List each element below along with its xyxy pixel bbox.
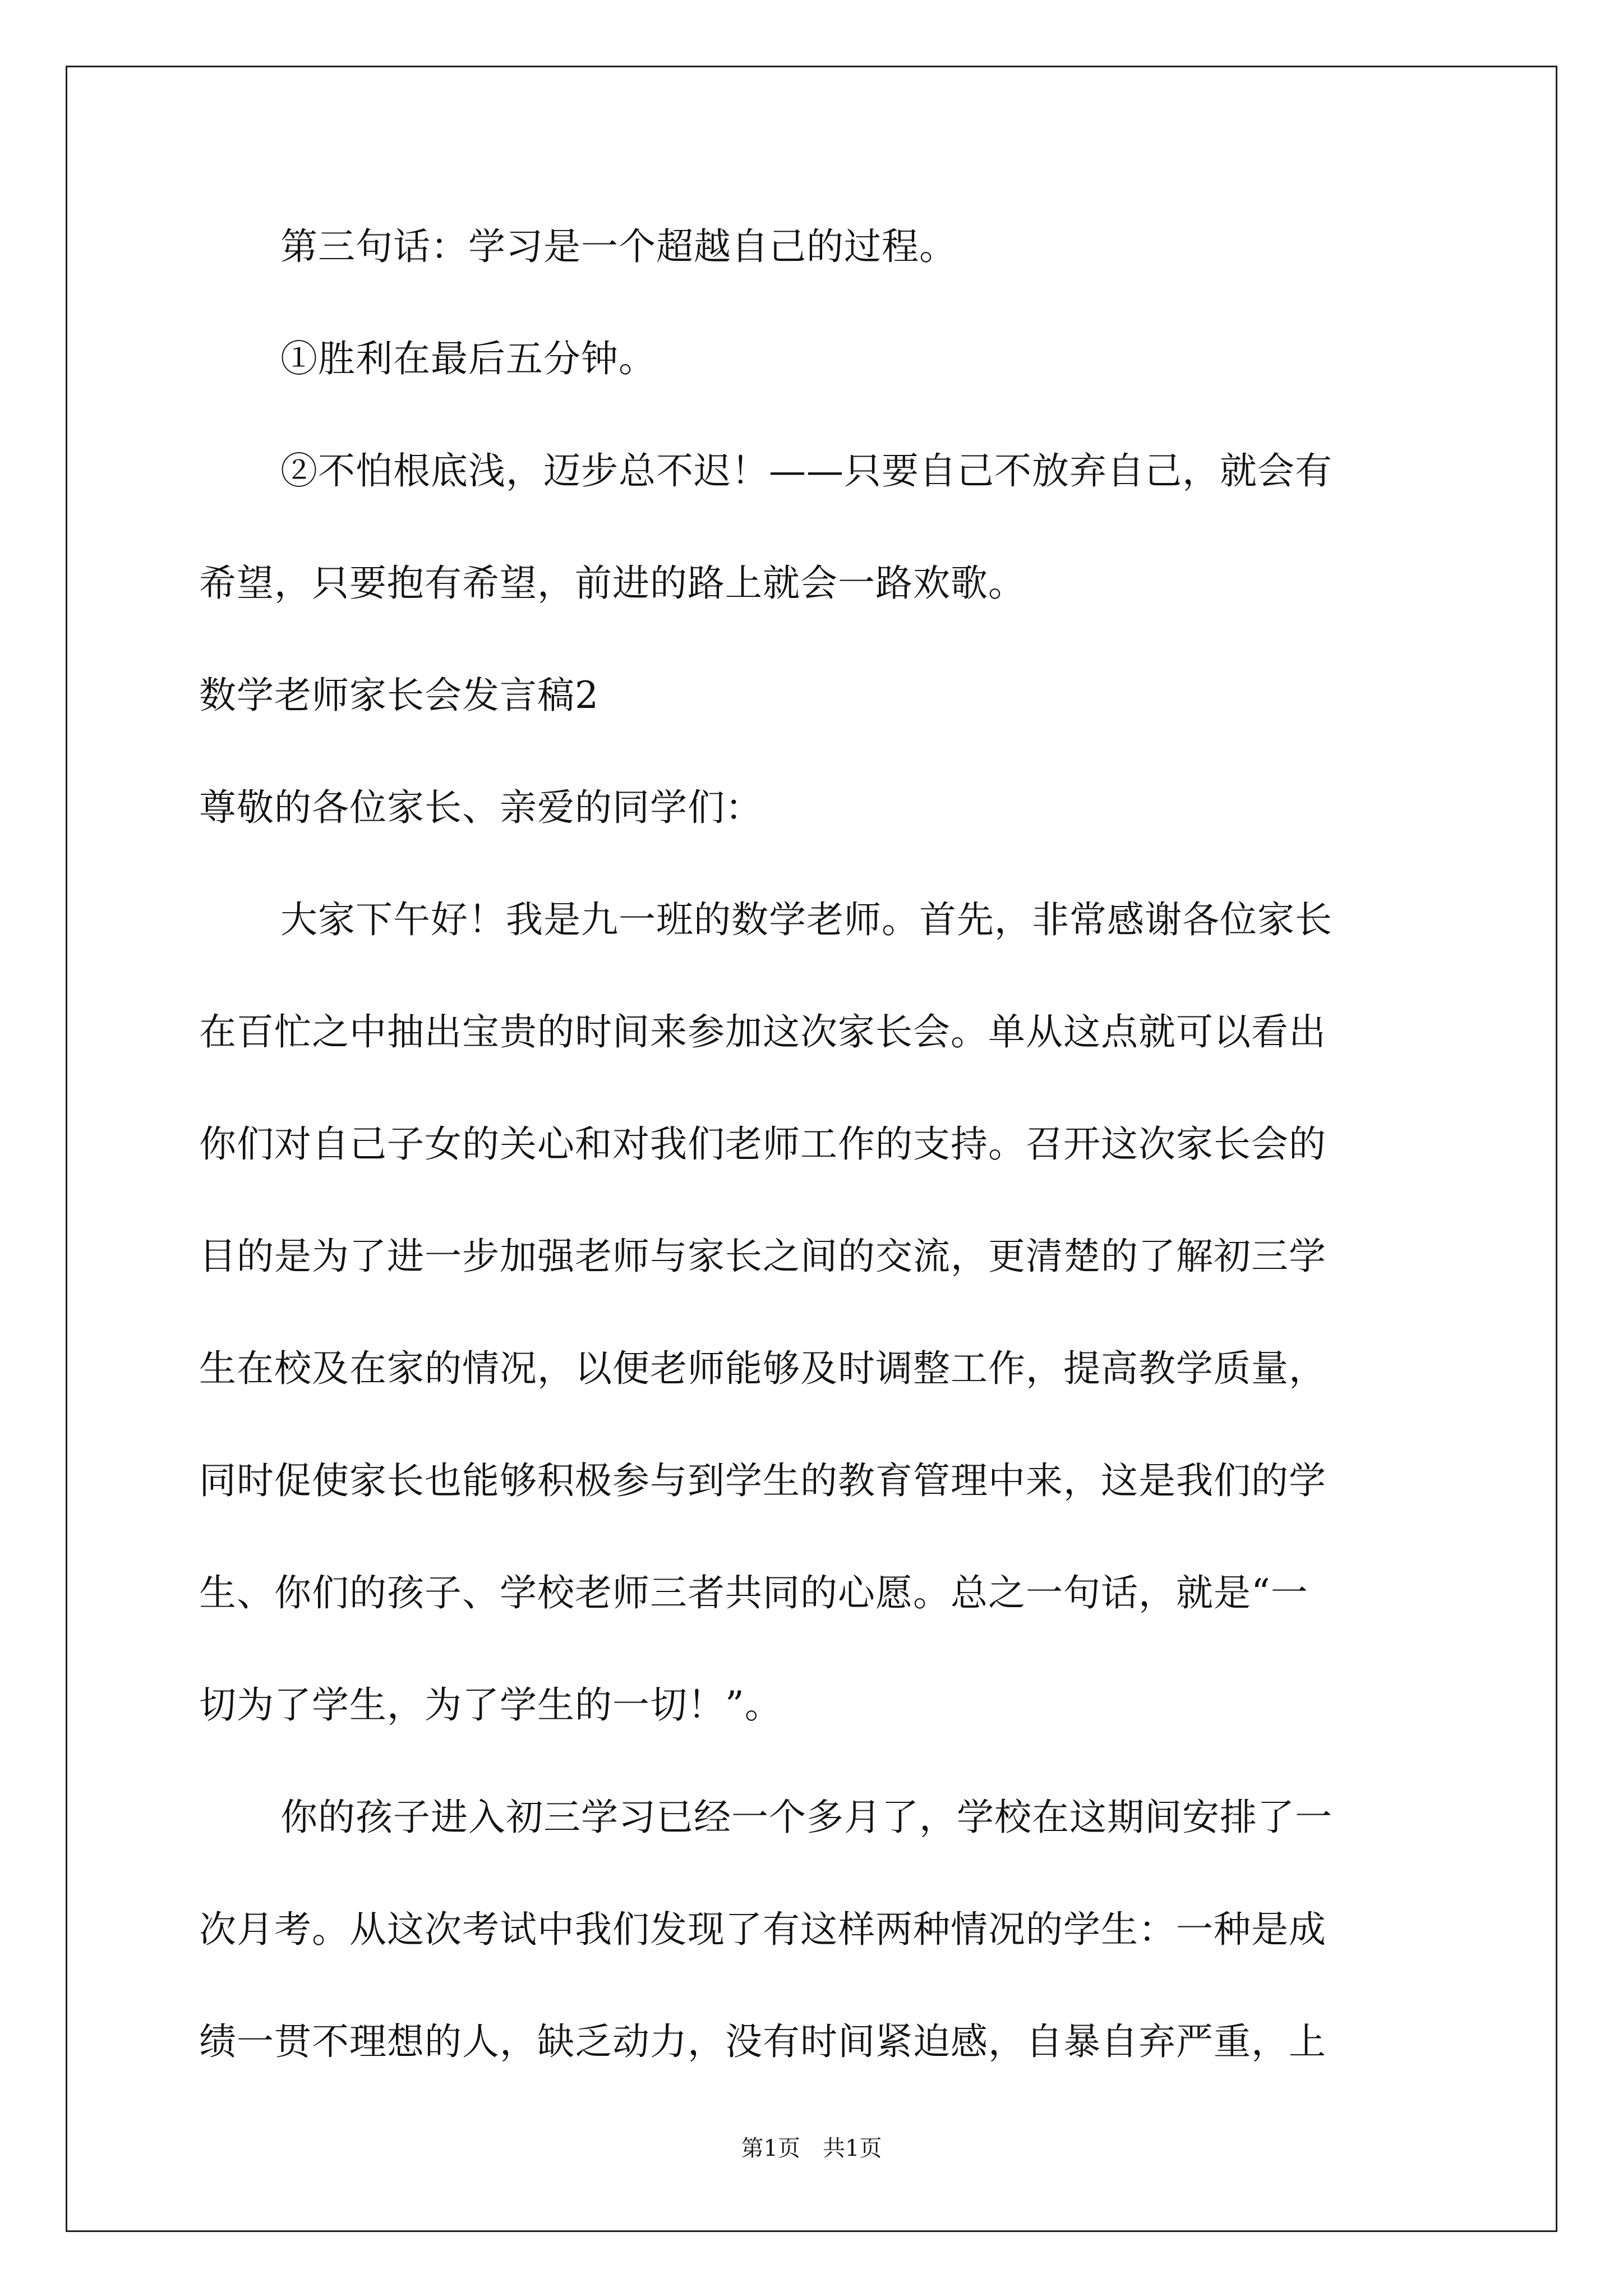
paragraph-line: 目的是为了进一步加强老师与家长之间的交流，更清楚的了解初三学 bbox=[199, 1235, 1326, 1278]
paragraph-line: 大家下午好！我是九一班的数学老师。首先，非常感谢各位家长 bbox=[280, 898, 1332, 941]
paragraph-line: 你们对自己子女的关心和对我们老师工作的支持。召开这次家长会的 bbox=[199, 1122, 1326, 1166]
paragraph-line: ①胜利在最后五分钟。 bbox=[280, 337, 656, 380]
paragraph-line: 绩一贯不理想的人，缺乏动力，没有时间紧迫感，自暴自弃严重，上 bbox=[199, 2020, 1326, 2063]
paragraph-line: 切为了学生，为了学生的一切！”。 bbox=[199, 1683, 782, 1727]
paragraph-line: 同时促使家长也能够积极参与到学生的教育管理中来，这是我们的学 bbox=[199, 1459, 1326, 1502]
paragraph-line: ②不怕根底浅，迈步总不迟！——只要自己不放弃自己，就会有 bbox=[280, 449, 1332, 493]
section-title: 数学老师家长会发言稿2 bbox=[199, 674, 599, 717]
paragraph-line: 次月考。从这次考试中我们发现了有这样两种情况的学生：一种是成 bbox=[199, 1908, 1326, 1951]
paragraph-line: 你的孩子进入初三学习已经一个多月了，学校在这期间安排了一 bbox=[280, 1796, 1332, 1839]
paragraph-line: 生在校及在家的情况，以便老师能够及时调整工作，提高教学质量， bbox=[199, 1347, 1326, 1390]
paragraph-line: 第三句话：学习是一个超越自己的过程。 bbox=[280, 225, 957, 268]
paragraph-line: 在百忙之中抽出宝贵的时间来参加这次家长会。单从这点就可以看出 bbox=[199, 1010, 1326, 1053]
salutation: 尊敬的各位家长、亲爱的同学们： bbox=[199, 786, 763, 829]
page-footer: 第1页 共1页 bbox=[741, 2136, 882, 2161]
paragraph-line: 希望，只要抱有希望，前进的路上就会一路欢歌。 bbox=[199, 562, 1026, 605]
paragraph-line: 生、你们的孩子、学校老师三者共同的心愿。总之一句话，就是“一 bbox=[199, 1571, 1308, 1614]
